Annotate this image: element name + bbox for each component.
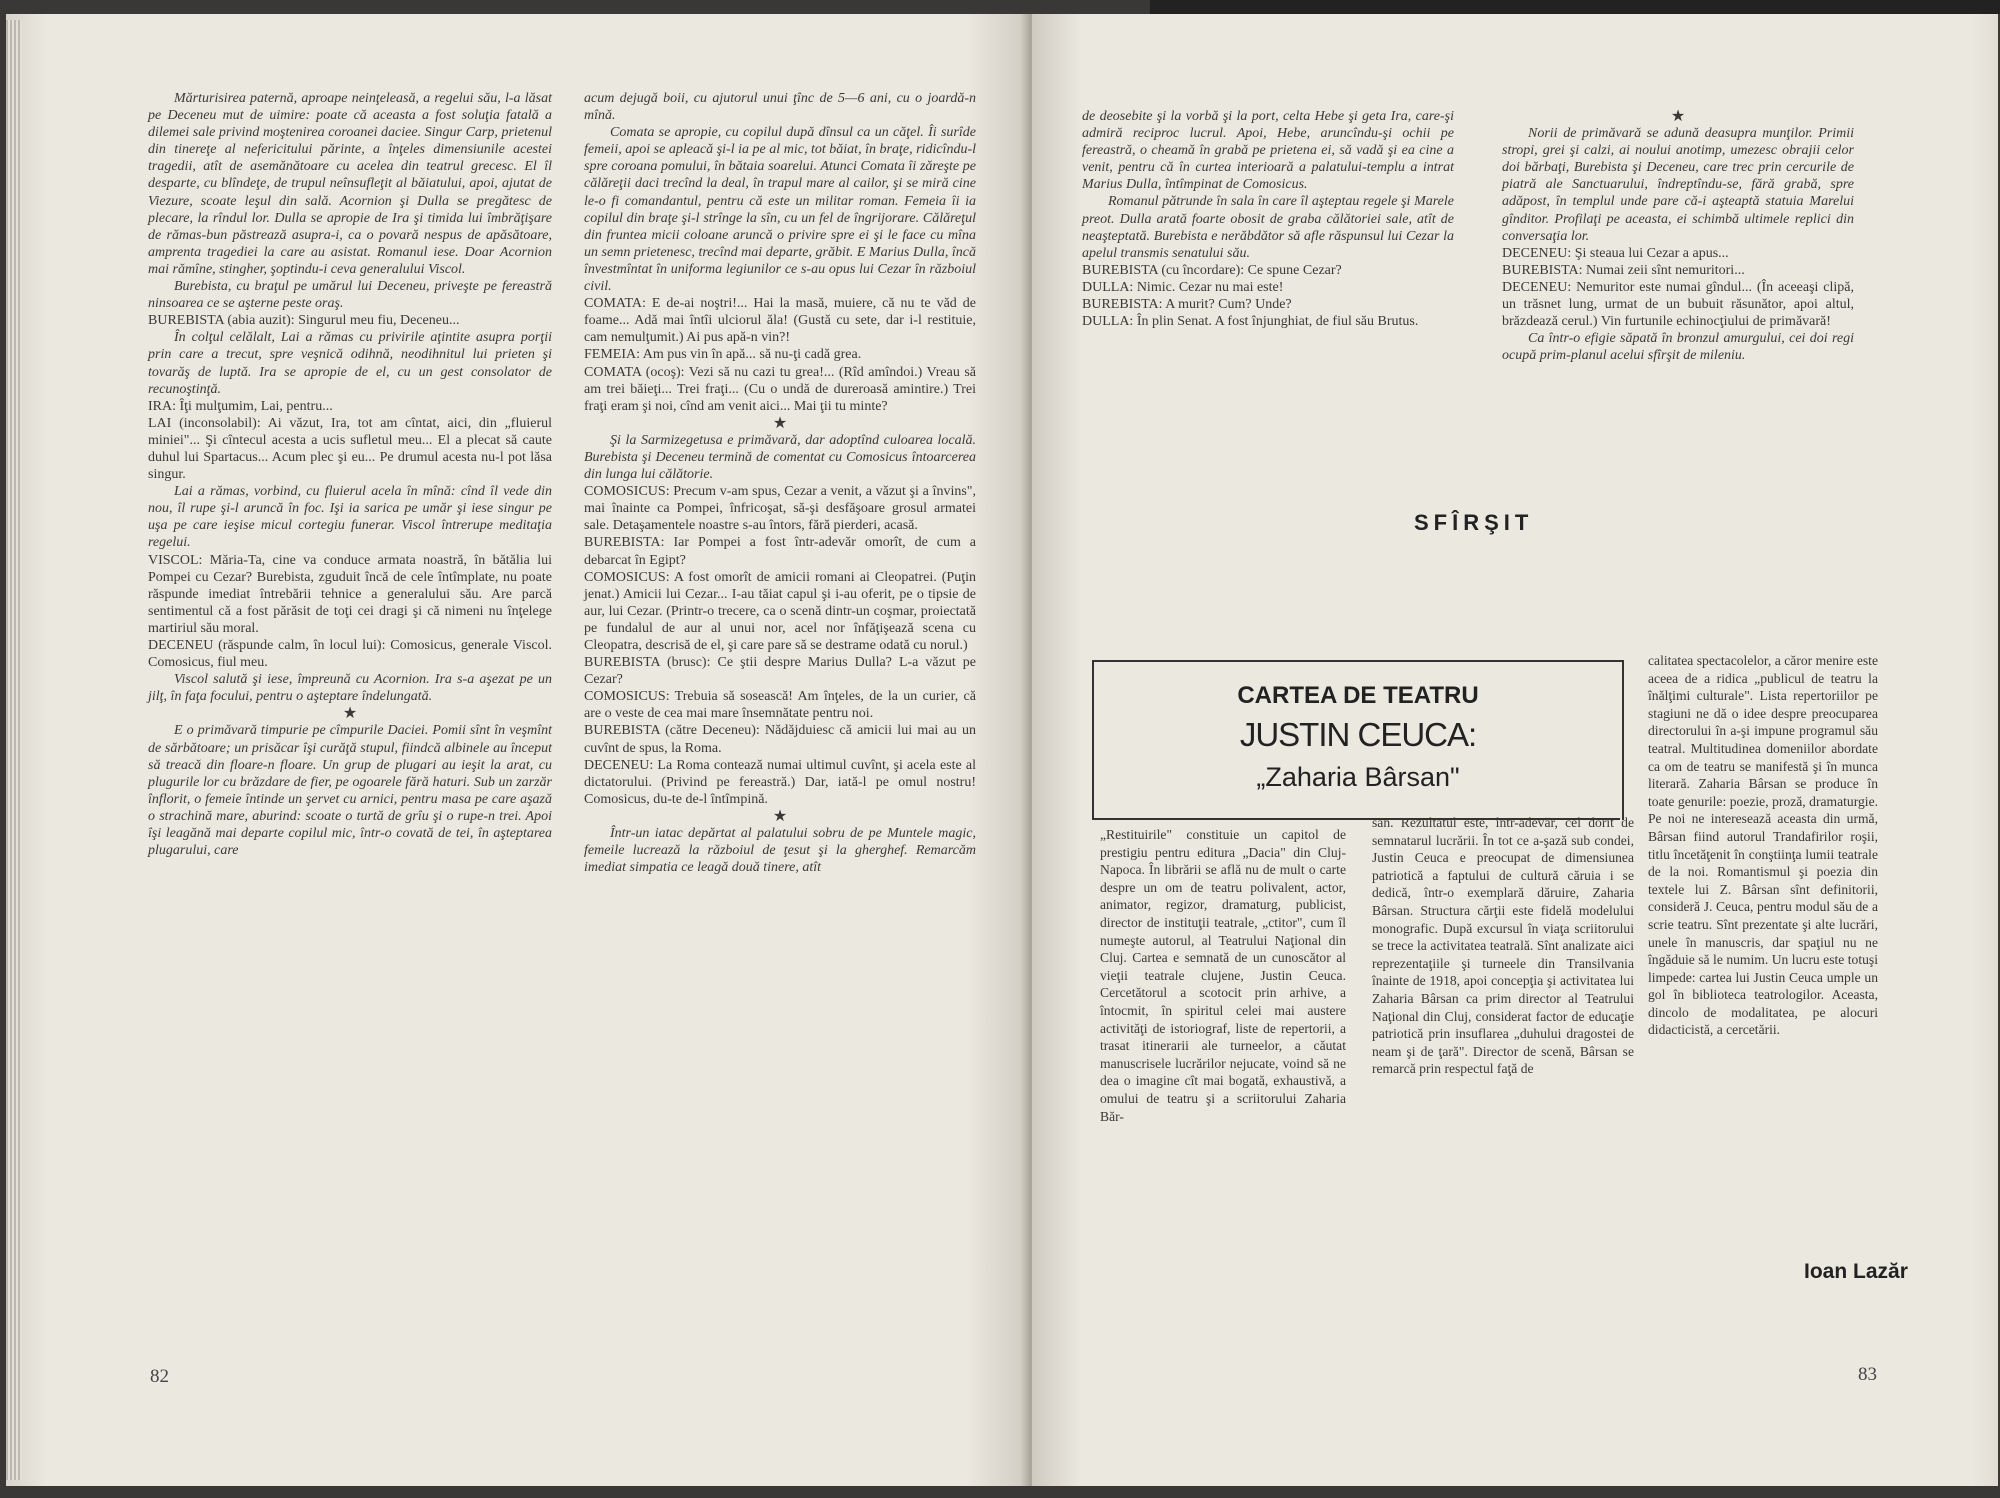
left_page-col1-paragraph: Mărturisirea paternă, aproape neinţeleasă, a regelui său, l-a lăsat pe Deceneu mut de uimire: poate că aceasta a fost soluţia fatală a dilemei sale privind moştenirea coroanei daciee. Singur Carp, prietenul din tinereţe al nefericitului părinte, a înţeles dimensiunile acestei tragedii, atît de asemănătoare cu acelea din teatrul grecesc. El îl desparte, cu blîndeţe, de trupul neînsufleţit al băiatului, apoi, ajutat de Viezure, scoate leşul din sală. Acornion şi Dulla se pregătesc de plecare, la rîndul lor. Dulla se apropie de Ira şi timida lui îmbrăţişare de rămas-bun păstrează asupra-i, ca o povară nespus de apăsătoare, amprenta tragediei la care au asistat. Romanul iese. Doar Acornion mai rămîne, stingher, şoptindu-i ceva generalului Viscol. [148, 91, 552, 277]
section-divider-star: ★ [342, 705, 358, 723]
page-number-left: 82 [150, 1366, 169, 1387]
page-number-right: 83 [1858, 1364, 1877, 1385]
right_page-col1-paragraph: DULLA: Nimic. Cezar nu mai este! [1082, 279, 1284, 295]
review-column-1: „Restituirile" constituie un capitol de prestigiu pentru editura „Dacia" din Cluj-Napoca. În librării se află nu de mult o carte despre un om de teatru polivalent, actor, animator, regizor, dramaturg, publicist, director de instituţii teatrale, „ctitor", cum îl numeşte autorul, al Teatrului Naţional din Cluj. Cartea e semnată de un cunoscător al vieţii teatrale clujene, Justin Ceuca. Cercetătorul a scotocit prin arhive, a întocmit, în spiritul celei mai austere activităţi de istoriograf, liste de repertorii, a trasat itinerarii ale turneelor, a căutat manuscrisele lucrărilor nejucate, voind să ne dea o imagine cît mai bogată, exhaustivă, a omului de teatru şi a scriitorului Zaharia Băr- [1100, 827, 1346, 1124]
right_page-col2-paragraph: DECENEU: Şi steaua lui Cezar a apus... [1502, 245, 1729, 261]
review-book-title: „Zaharia Bârsan" [1256, 762, 1460, 792]
right_page-col2-paragraph: BUREBISTA: Numai zeii sînt nemuritori... [1502, 262, 1745, 278]
end-mark: SFÎRŞIT [1414, 510, 1534, 535]
right_page-col2-paragraph: Ca într-o efigie săpată în bronzul amurgului, cei doi regi ocupă prim-planul acelui sfîrşit de mileniu. [1502, 331, 1854, 364]
left_page-col1-paragraph: În colţul celălalt, Lai a rămas cu privirile aţintite asupra porţii prin care a trecut, spre veşnică odihnă, neodihnitul lui prieten şi tovarăş de luptă. Ira se apropie de el, cu un gest consolator de recunoştinţă. [148, 330, 552, 397]
right-page-column-1 [1082, 108, 1454, 330]
left_page-col1-paragraph: VISCOL: Măria-Ta, cine va conduce armata noastră, în bătălia lui Pompei cu Cezar? Burebista, zguduit încă de cele întîmplate, nu poate răspunde imediat întrebării tehnice a generalului său. Are parcă sentimentul că a fost părăsit de toţi cei dragi şi că nimeni nu înţelege martiriul său moral. [148, 552, 552, 636]
scan-border [1150, 0, 2000, 14]
left_page-col2-paragraph: COMOSICUS: Precum v-am spus, Cezar a venit, a văzut şi a învins", mai înainte ca Pompei, înfricoşat, să-şi desfăşoare grosul armatei sale. Detaşamentele noastre s-au întors, fără pierderi, acasă. [584, 484, 976, 534]
left_page-col1-paragraph: Viscol salută şi iese, împreună cu Acornion. Ira s-a aşezat pe un jilţ, în faţa focului, pentru o aşteptare îndelungată. [148, 672, 552, 705]
rubric-title: CARTEA DE TEATRU [1237, 682, 1479, 709]
left_page-col2-paragraph: BUREBISTA (brusc): Ce ştii despre Marius Dulla? L-a văzut pe Cezar? [584, 655, 976, 688]
left-page-column-1 [148, 90, 552, 859]
right_page-col1-paragraph: de deosebite şi la vorbă şi la port, celta Hebe şi geta Ira, care-şi admiră reciproc lucrul. Apoi, Hebe, aruncîndu-şi ochii pe fereastră, o cheamă în grabă pe prietena ei, să vadă şi ea cine a venit, pentru că în curtea interioară a palatului-templu a intrat Marius Dulla, întîmpinat de Comosicus. [1082, 109, 1454, 193]
left_page-col1-paragraph: Lai a rămas, vorbind, cu fluierul acela în mînă: cînd îl vede din nou, îl rupe şi-l aruncă în foc. Işi ia sarica pe umăr şi iese singur pe uşa pe care ieşise micul cortegiu funerar. Viscol întrerupe meditaţia regelui. [148, 484, 552, 551]
right_page-col1-paragraph: DULLA: În plin Senat. A fost înjunghiat, de fiul său Brutus. [1082, 314, 1419, 330]
review-signature: Ioan Lazăr [1804, 1260, 1908, 1283]
left_page-col1-paragraph: Burebista, cu braţul pe umărul lui Deceneu, priveşte pe fereastră ninsoarea ce se aşterne peste oraş. [148, 279, 552, 312]
left_page-col1-paragraph: LAI (inconsolabil): Ai văzut, Ira, tot am cîntat, aici, din „fluierul miniei"... Şi cîntecul acesta a ucis sufletul meu... El a plecat să caute duhul lui Spartacus... Acum plec şi eu... Pe drumul acesta nu-l pot lăsa singur. [148, 415, 552, 483]
section-divider-star: ★ [772, 807, 788, 825]
page-edges [6, 20, 22, 1480]
left_page-col2-paragraph: Într-un iatac depărtat al palatului sobru de pe Muntele magic, femeile lucrează la războiul de ţesut şi la gherghef. Remarcăm imediat simpatia ce leagă două tinere, atît [584, 826, 976, 876]
left_page-col1-paragraph: E o primăvară timpurie pe cîmpurile Daciei. Pomii sînt în veşmînt de sărbătoare; un prisăcar îşi curăţă stupul, fiindcă albinele au început să treacă din floare-n floare. Un grup de plugari au ieşit la arat, cu plugurile lor cu brăzdare de fier, pe ogoarele fără haturi. Sub un zarzăr înflorit, o femeie întinde un şervet cu arnici, pentru masa pe care aşază o strachină mare, aburind: scoate o turtă de grîu şi o rupe-n trei. Apoi îşi leagănă mai departe copilul mic, într-o covată de tei, în aşteptarea plugarului, care [148, 723, 552, 859]
left_page-col2-paragraph: COMOSICUS: Trebuia să sosească! Am înţeles, de la un curier, că are o veste de cea mai mare însemnătate pentru noi. [584, 689, 976, 722]
right_page-col1-paragraph: BUREBISTA: A murit? Cum? Unde? [1082, 297, 1292, 313]
left_page-col2-paragraph: COMATA: E de-ai noştri!... Hai la masă, muiere, că nu te văd de foame... Adă mai întîi ulciorul ăla! (Gustă cu sete, dar i-l restituie, cam nemulţumit.) Ai pus apă-n vin?! [584, 296, 976, 346]
left_page-col2-paragraph: COMATA (ocoş): Vezi să nu cazi tu grea!... (Rîd amîndoi.) Vreau să am trei băieţi... Trei fraţi... (Cu o undă de dureroasă amintire.) Trei fraţi eram şi noi, cînd am venit aici... Mai ţii tu minte? [584, 364, 976, 414]
left_page-col1-paragraph: BUREBISTA (abia auzit): Singurul meu fiu, Deceneu... [148, 313, 460, 329]
section-divider-star: ★ [772, 414, 788, 432]
review-column-2: san. Rezultatul este, într-adevăr, cel dorit de semnatarul lucrării. În tot ce a-şază sub condei, Justin Ceuca e preocupat de dimensiunea patriotică a faptului de cultură căruia i se dedică, într-o exemplară dăruire, Zaharia Bârsan. Structura cărţii este fidelă modelului monografic. După excursul în viaţa scriitorului se trece la activitatea teatrală. Sînt analizate aici reprezentaţiile şi turneele din Transilvania înainte de 1918, apoi concepţia şi activitatea lui Zaharia Bârsan ca prim director al Teatrului Naţional din Cluj, considerat factor de educaţie patriotică prin insuflarea „duhului dragostei de neam şi de ţară". Director de scenă, Bârsan se remarcă prin respectul faţă de [1372, 815, 1634, 1077]
left_page-col1-paragraph: IRA: Îţi mulţumim, Lai, pentru... [148, 398, 333, 414]
left_page-col2-paragraph: FEMEIA: Am pus vin în apă... să nu-ţi cadă grea. [584, 347, 862, 363]
section-divider-star: ★ [1670, 108, 1686, 125]
right_page-col1-paragraph: Romanul pătrunde în sala în care îl aşteptau regele şi Marele preot. Dulla arată foarte obosit de graba călătoriei sale, atît de neaşteptată. Burebista e nerăbdător să afle răspunsul lui Cezar la apelul transmis senatului său. [1082, 194, 1454, 261]
left_page-col2-paragraph: BUREBISTA (către Deceneu): Nădăjduiesc că amicii lui mai au un cuvînt de spus, la Roma. [584, 723, 976, 756]
left-page-column-2 [584, 90, 976, 876]
left_page-col2-paragraph: Şi la Sarmizegetusa e primăvară, dar adoptînd culoarea locală. Burebista şi Deceneu termină de comentat cu Comosicus întoarcerea din lunga lui călătorie. [584, 432, 976, 483]
right_page-col2-paragraph: DECENEU: Nemuritor este numai gîndul... (În aceeaşi clipă, un trăsnet lung, urmat de un bubuit răsunător, apoi altul, brăzdează cerul.) Vin furtunile echinocţiului de primăvară! [1502, 279, 1854, 330]
left_page-col2-paragraph: DECENEU: La Roma contează numai ultimul cuvînt, şi acela este al dictatorului. (Privind pe fereastră.) Dar, iată-l pe omul nostru! Comosicus, du-te de-l întîmpină. [584, 757, 976, 807]
left_page-col1-paragraph: DECENEU (răspunde calm, în locul lui): Comosicus, generale Viscol. Comosicus, fiul meu. [148, 638, 552, 671]
review-author: JUSTIN CEUCA: [1239, 716, 1477, 753]
review-column-3: calitatea spectacolelor, a căror menire este aceea de a ridica „publicul de teatru la înălţimi culturale". Lista repertoriilor pe stagiuni ne dă o idee despre preocuparea directorului în a-şi impune programul său teatral. Multitudinea domeniilor abordate ca om de teatru se manifestă şi în munca literară. Zaharia Bârsan se produce în toate genurile: poezie, proză, dramaturgie. Pe noi ne interesează aceasta din urmă, Bârsan fiind autorul Trandafirilor roşii, titlu încetăţenit în conştiinţa lumii teatrale de la noi. Romantismul şi poezia din textele lui Z. Bârsan sînt definitorii, consideră J. Ceuca, pentru modul său de a scrie teatru. Sînt prezentate şi alte lucrări, unele în manuscris, dar spaţiul nu ne îngăduie să le numim. Un lucru este totuşi limpede: cartea lui Justin Ceuca umple un gol în biblioteca teatrologilor. Aceasta, dincolo de modalitatea, pe alocuri didacticistă, a cercetării. [1648, 653, 1878, 1038]
left_page-col2-paragraph: COMOSICUS: A fost omorît de amicii romani ai Cleopatrei. (Puţin jenat.) Amicii lui Cezar... I-au tăiat capul şi i-au oferit, pe o tipsie de aur, lui Cezar. (Printr-o trecere, ca o scenă dintr-un coşmar, proiectată pe fundalul de aur al unui nor, acel nor înfăţişează scena cu Cleopatra, descrisă de el, şi care pare să se destrame odată cu norul.) [584, 569, 976, 653]
left_page-col2-paragraph: acum dejugă boii, cu ajutorul unui ţînc de 5—6 ani, cu o joardă-n mînă. [584, 91, 976, 124]
rubric-header-box [1092, 660, 1624, 820]
right_page-col2-paragraph: Norii de primăvară se adună deasupra munţilor. Primii stropi, grei şi calzi, ai noului anotimp, umezesc obrajii celor doi bărbaţi, Burebista şi Deceneu, care trec prin cercurile de piatră ale Sanctuarului, îndreptîndu-se, fără grabă, spre adăpost, în templul unde pare că-i aşteaptă statuia Marelui gînditor. Profilaţi pe aceasta, ei schimbă ultimele replici din conversaţia lor. [1502, 126, 1854, 244]
left_page-col2-paragraph: Comata se apropie, cu copilul după dînsul ca un căţel. Îi surîde femeii, apoi se apleacă şi-l ia pe al mic, tot băiat, în braţe, ridicîndu-l spre coroana pomului, în bătaia soarelui. Atunci Comata îi zăreşte pe călăreţii daci trecînd la deal, în trapul mare al cailor, şi se miră cine le-o fi comandantul, pentru că este un militar roman. Femeia îi ia copilul din braţe şi-l strînge la sîn, cu un fel de îngrijorare. Călăreţul din fruntea micii coloane aruncă o privire spre ei şi le face cu mîna un semn prietenesc, trecînd mai departe, grăbit. E Marius Dulla, încă învestmîntat în uniforma legiunilor ce s-au opus lui Cezar în războiul civil. [584, 125, 976, 295]
left_page-col2-paragraph: BUREBISTA: Iar Pompei a fost într-adevăr omorît, de cum a debarcat în Egipt? [584, 535, 976, 568]
right_page-col1-paragraph: BUREBISTA (cu încordare): Ce spune Cezar? [1082, 262, 1342, 278]
right-page-column-2 [1502, 108, 1854, 364]
